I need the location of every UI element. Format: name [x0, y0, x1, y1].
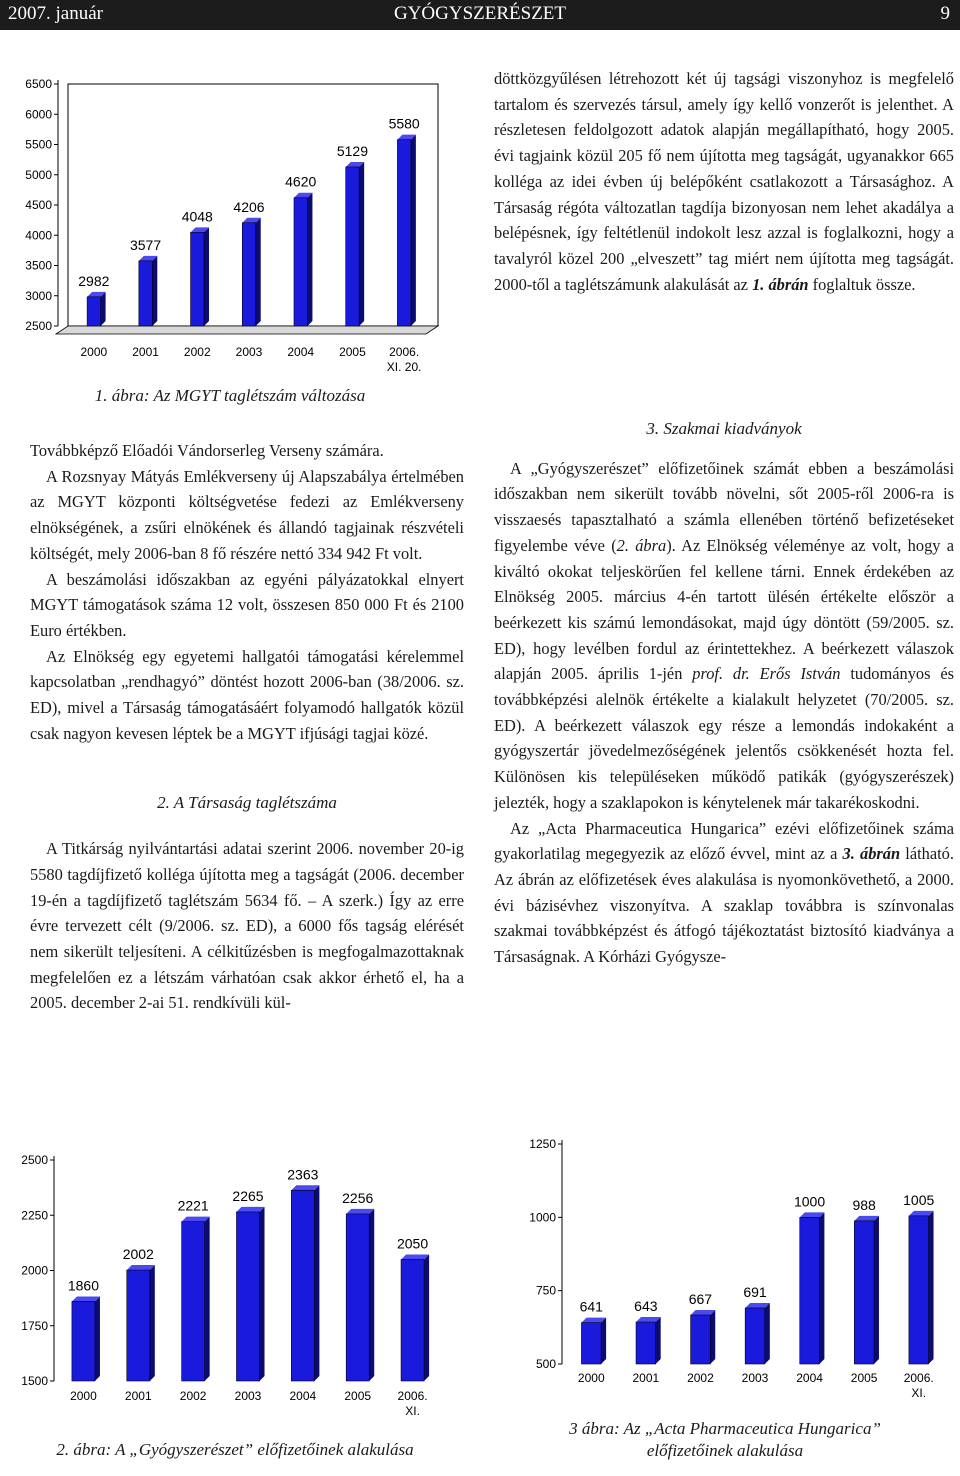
journal-title: GYÓGYSZERÉSZET [393, 3, 567, 24]
bar-side [601, 1318, 606, 1364]
bar-side [369, 1209, 374, 1381]
chart-gyogyszereszet-subscribers [0, 1128, 470, 1418]
paragraph: A Rozsnyay Mátyás Emlékverseny új Alapszabálya értelmében az MGYT központi költségvetése fedezi az Emlékverseny elnökségének, a zsűri elnökének és állandó tagjainak részvételi költségét, mely 2006-ban 8 fő részére nettó 334 942 Ft volt. [30, 466, 464, 563]
figure-3-caption-line-2: előfizetőinek alakulása [646, 1441, 804, 1460]
data-label: 2982 [78, 272, 110, 289]
y-tick-label: 5000 [25, 167, 52, 182]
paragraph: Az Elnökség egy egyetemi hallgatói támogatási kérelemmel kapcsolatban „rendhagyó” döntést hozott 2006-ban (38/2006. sz. ED), mivel a Társaság támogatásáért folyamodó hallgatók közül csak nagyon kevesen léptek be a MGYT ifjúsági tagjai közé. [30, 646, 464, 743]
section-2-title: 2. A Társaság taglétszáma [157, 793, 337, 813]
bar-side [150, 1265, 155, 1381]
figure-3-caption-line-1: 3 ábra: Az „Acta Pharmaceutica Hungarica” [569, 1419, 881, 1438]
bar [346, 167, 359, 326]
bar [182, 1222, 205, 1381]
x-tick-label: 2003 [234, 1389, 262, 1403]
bar [691, 1315, 711, 1364]
figure-2-caption: 2. ábra: A „Gyógyszerészet” előfizetőinek alakulása [56, 1440, 414, 1459]
x-tick-label: 2003 [741, 1371, 769, 1385]
x-tick-label: 2004 [796, 1371, 823, 1385]
y-tick-label: 1500 [21, 1374, 48, 1388]
bar-side [359, 162, 364, 326]
data-label: 691 [743, 1283, 767, 1300]
bar [581, 1323, 601, 1364]
data-label: 5129 [336, 142, 369, 159]
data-label: 5580 [388, 115, 420, 132]
x-tick-label: 2006. [903, 1371, 934, 1385]
x-tick-label: 2004 [287, 345, 315, 359]
bar [854, 1221, 874, 1364]
bar-side [204, 227, 209, 326]
bar-side [152, 256, 157, 326]
y-tick-label: 2500 [25, 319, 52, 333]
x-tick-label: 2000 [80, 345, 108, 359]
bar-side [656, 1317, 661, 1364]
x-tick-label: 2005 [339, 345, 366, 359]
section-3-title: 3. Szakmai kiadványok [646, 419, 802, 438]
bar-side [874, 1216, 879, 1364]
bar-side [314, 1185, 319, 1381]
bar-side [929, 1211, 934, 1364]
x-tick-label: XI. [405, 1404, 420, 1418]
bar [745, 1308, 765, 1364]
x-tick-label: 2001 [124, 1389, 152, 1403]
y-tick-label: 500 [535, 1357, 556, 1371]
y-tick-label: 750 [535, 1283, 556, 1298]
plot-floor [56, 326, 438, 334]
y-tick-label: 4000 [25, 228, 52, 243]
bar-side [95, 1296, 100, 1381]
bar-side [819, 1212, 824, 1364]
bar-side [710, 1310, 715, 1364]
bar [139, 261, 152, 326]
bar [909, 1216, 929, 1364]
bar [87, 297, 100, 326]
paragraph: A beszámolási időszakban az egyéni pályázatokkal elnyert MGYT támogatások száma 12 volt, összesen 850 000 Ft és 2100 Euro értékben. [30, 569, 464, 640]
data-label: 2050 [396, 1235, 429, 1252]
chart-acta-svg [490, 1128, 960, 1414]
y-tick-label: 2000 [21, 1263, 48, 1278]
x-tick-label: 2000 [70, 1389, 97, 1403]
data-label: 1005 [903, 1191, 935, 1208]
x-tick-label: 2004 [289, 1389, 317, 1403]
data-label: 988 [852, 1196, 876, 1213]
page-number: 9 [940, 3, 950, 24]
bar [191, 232, 204, 326]
bar-side [411, 135, 416, 326]
x-tick-label: 2000 [577, 1371, 605, 1385]
bar [72, 1301, 95, 1381]
data-label: 3577 [129, 236, 162, 253]
data-label: 2256 [342, 1189, 374, 1206]
bar [346, 1214, 369, 1381]
x-tick-label: 2003 [235, 345, 263, 359]
data-label: 1860 [67, 1277, 100, 1294]
paragraph: A Titkárság nyilvántartási adatai szerint 2006. november 20-ig 5580 tagdíjfizető kolléga újította meg a tagságát (2006. december 19-én a tagdíjfizető taglétszám 5634 fő. – A szerk.) Így az erre évre tervezett célt (9/2006. sz. ED), a 6000 fős tagság elérését nem sikerült teljesíteni. A célkitűzésben is megfogalmazottaknak megfelelően ez a létszám várhatóan csak akkor érhető el, ha a 2005. december 2-ai 51. rendkívüli kül- [30, 839, 464, 1013]
bar [127, 1270, 150, 1381]
data-label: 2363 [287, 1166, 319, 1183]
bar [397, 140, 410, 326]
data-label: 2265 [232, 1187, 264, 1204]
x-tick-label: XI. 20. [386, 360, 422, 374]
right-top-text [494, 66, 954, 297]
x-tick-label: 2001 [132, 345, 159, 359]
paragraph: Továbbképző Előadói Vándorserleg Verseny számára. [30, 441, 384, 460]
paragraph: A „Gyógyszerészet” előfizetőinek számát ebben a beszámolási időszakban nem sikerült tovább növelni, sőt 2005-ről 2006-ra is visszaesés tapasztalható a számla ellenében történő befizetéseket figyelembe véve (2. ábra). Az Elnökség véleménye az volt, hogy a kiváltó okokat teljeskörűen fel kellene tárni. Ennek érdekében az Elnökség 2005. március 4-én tartott ülésén értékelte először a beérkezett kis számú lemondásokat, majd úgy döntött (59/2005. sz. ED), hogy levélben fordul az érintettekhez. A beérkezett válaszok alapján 2005. április 1-jén prof. dr. Erős István tudományos és továbbképzési alelnök értékelte a kialakult helyzetet (70/2005. sz. ED). A beérkezett válaszok egy része a lemondás indokaként a gyógyszertár jövedelmezőségének jelentős csökkenését hozta fel. Különösen kis településeken működő patikák (gyógyszerészek) jelezték, hogy a szaklapokon is kénytelenek már takarékoskodni. [494, 458, 954, 812]
paragraph: döttközgyűlésen létrehozott két új tagsági viszonyhoz is megfelelő tartalom és szervezés társul, amely így kellő vonzerőt is jelenthet. A részletesen feldolgozott adatok alapján megállapítható, hogy 2005. évi tagjaink közül 205 fő nem újította meg tagságát, ugyanakkor 665 kolléga az idei évben új belépőként csatlakozott a Társasághoz. A Társaság régóta változatlan tagdíja bizonyosan nem lehet akadálya a belépésnek, így feltétlenül indokolt lesz azzal is foglalkozni, hogy a tavalyról közel 200 „elveszett” tag miért nem újította meg tagságát. 2000-től a taglétszámunk alakulását az 1. ábrán foglaltuk össze. [494, 69, 954, 294]
data-label: 2221 [177, 1197, 209, 1214]
x-tick-label: 2006. [389, 345, 420, 359]
bar [401, 1259, 424, 1381]
x-tick-label: 2005 [850, 1371, 878, 1385]
y-tick-label: 3000 [25, 288, 52, 303]
left-column-text [30, 438, 464, 1016]
y-tick-label: 1750 [21, 1318, 48, 1333]
data-label: 643 [634, 1298, 658, 1315]
figure-3-caption [500, 1418, 950, 1462]
data-label: 4048 [181, 208, 213, 225]
chart-membership-svg [0, 52, 470, 382]
y-tick-label: 4500 [25, 198, 52, 212]
bar [294, 198, 307, 326]
bar-side [101, 292, 106, 326]
bar-side [307, 193, 312, 326]
bar-side [424, 1254, 429, 1381]
bar-side [205, 1217, 210, 1381]
x-tick-label: 2002 [179, 1389, 207, 1403]
bar-side [765, 1303, 770, 1364]
bar-side [256, 218, 261, 326]
data-label: 4620 [285, 173, 317, 190]
data-label: 1000 [793, 1193, 826, 1210]
y-tick-label: 2500 [21, 1153, 48, 1167]
bar [291, 1190, 314, 1381]
y-tick-label: 5500 [25, 137, 52, 152]
y-tick-label: 6000 [25, 107, 52, 122]
x-tick-label: 2006. [397, 1389, 428, 1403]
bar [236, 1212, 259, 1381]
y-tick-label: 1000 [529, 1210, 556, 1225]
figure-1-caption: 1. ábra: Az MGYT taglétszám változása [94, 386, 366, 405]
x-tick-label: 2005 [344, 1389, 372, 1403]
y-tick-label: 1250 [529, 1137, 556, 1151]
data-label: 4206 [233, 198, 265, 215]
y-tick-label: 3500 [25, 258, 52, 273]
x-tick-label: 2002 [183, 345, 211, 359]
paragraph: Az „Acta Pharmaceutica Hungarica” ezévi előfizetőinek száma gyakorlatilag megegyezik az előző évvel, mint az a 3. ábrán látható. Az ábrán az előfizetések éves alakulása is nyomonkövethető, a 2000. évi bázisévhez viszonyítva. A szaklap továbbra is színvonalas szakmai továbbképzést és átfogó tájékoztatást biztosító kiadványa a Társaságnak. A Kórházi Gyógysze- [494, 818, 954, 967]
bar [636, 1322, 656, 1364]
y-tick-label: 6500 [25, 77, 52, 91]
y-tick-label: 2250 [21, 1208, 48, 1223]
data-label: 641 [579, 1298, 603, 1315]
bar [800, 1217, 820, 1364]
bar-side [260, 1207, 265, 1381]
data-label: 667 [688, 1291, 713, 1308]
page-header [0, 0, 960, 30]
x-tick-label: 2001 [632, 1371, 660, 1385]
chart-gyogyszereszet-svg [0, 1128, 470, 1418]
chart-acta-subscribers [490, 1128, 960, 1414]
x-tick-label: XI. [911, 1386, 927, 1400]
x-tick-label: 2002 [687, 1371, 714, 1385]
bar [242, 223, 255, 326]
right-column-text [494, 416, 954, 970]
issue-date: 2007. január [8, 3, 103, 24]
data-label: 2002 [122, 1246, 154, 1263]
chart-membership [0, 52, 470, 382]
